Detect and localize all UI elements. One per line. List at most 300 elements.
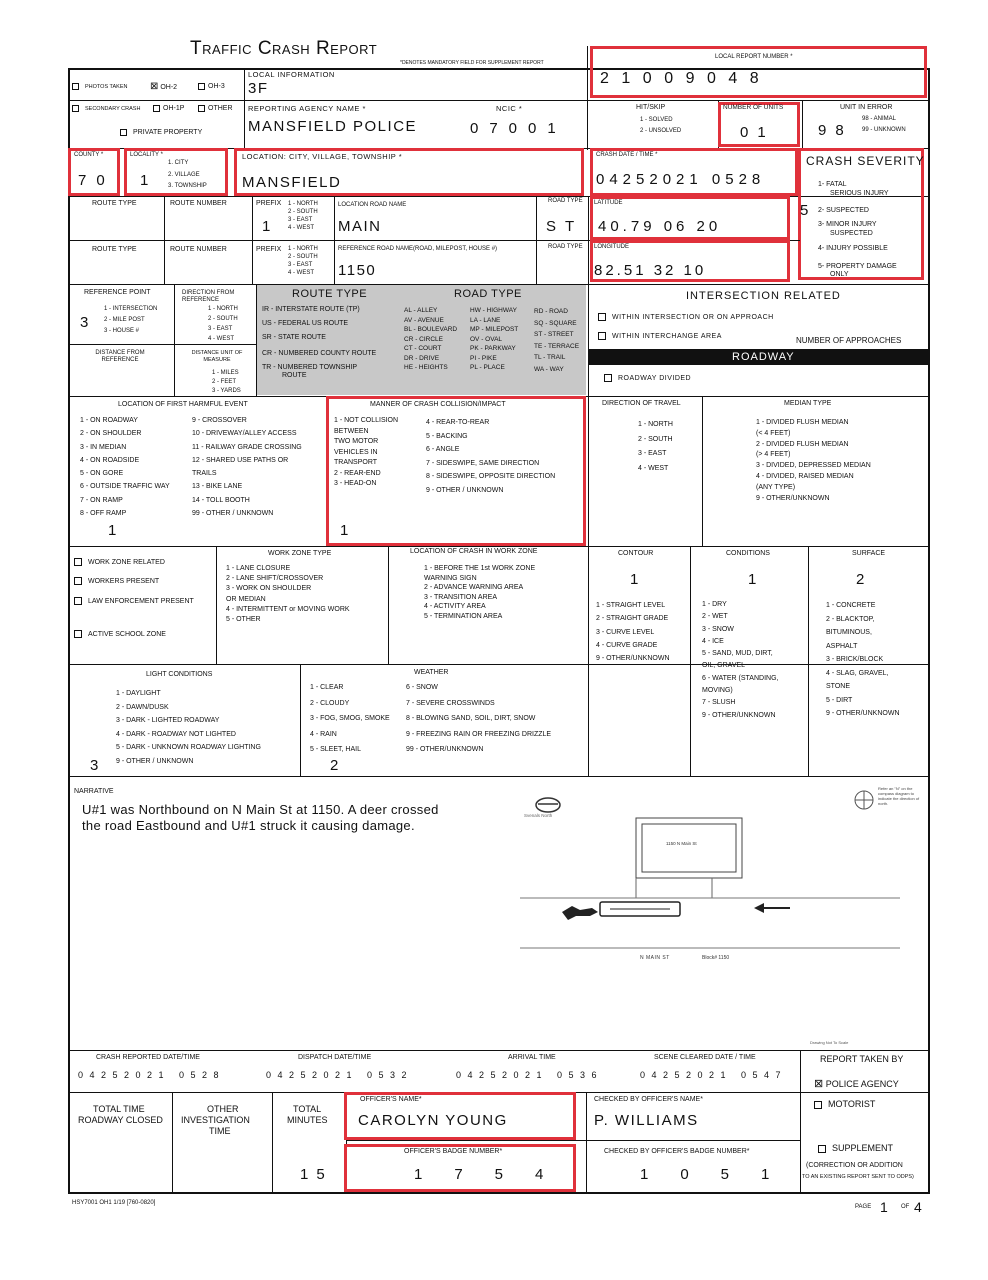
prefix-1-south: 2 - SOUTH (288, 209, 318, 215)
local-info-label: LOCAL INFORMATION (248, 70, 335, 79)
police-agency-checkbox[interactable]: ⊠ POLICE AGENCY (814, 1078, 899, 1090)
motorist-checkbox[interactable]: MOTORIST (814, 1100, 875, 1109)
list-item: 8 - BLOWING SAND, SOIL, DIRT, SNOW (406, 715, 536, 723)
list-item: 4 - REAR-TO-REAR (426, 419, 490, 426)
surface-title: SURFACE (852, 550, 886, 557)
list-item: 5 - TERMINATION AREA (424, 612, 503, 620)
list-item: 2 - BLACKTOP, (826, 615, 875, 623)
other-label-3: TIME (209, 1126, 231, 1136)
list-item: 9 - OTHER / UNKNOWN (116, 757, 194, 765)
prefix-1-east: 3 - EAST (288, 217, 313, 223)
photos-taken[interactable]: PHOTOS TAKEN (72, 82, 127, 92)
median-title: MEDIAN TYPE (784, 400, 832, 407)
hit-skip-2: 2 - UNSOLVED (640, 128, 682, 134)
prefix-label-2: PREFIX (256, 246, 282, 253)
distance-label: DISTANCE FROM REFERENCE (95, 350, 145, 363)
list-item: 12 - SHARED USE PATHS OR (192, 456, 289, 464)
ref-point-label: REFERENCE POINT (84, 289, 151, 296)
list-item: 9 - OTHER/UNKNOWN (702, 711, 776, 719)
road-name-value[interactable]: MAIN (338, 218, 382, 235)
rt-3: SR - STATE ROUTE (262, 334, 326, 341)
dir-2: 2 - SOUTH (208, 316, 238, 322)
supp-note-1: (CORRECTION OR ADDITION (806, 1162, 903, 1169)
list-item: PK - PARKWAY (470, 345, 516, 352)
agency-value[interactable]: MANSFIELD POLICE (248, 118, 418, 135)
cleared-value[interactable]: 04252021 0547 (640, 1070, 788, 1080)
list-item: 11 - RAILWAY GRADE CROSSING (192, 443, 302, 451)
locality-township: 3. TOWNSHIP (168, 183, 207, 189)
rp-1: 1 - INTERSECTION (104, 306, 158, 312)
units-label: NUMBER OF UNITS (723, 104, 784, 111)
severity-value[interactable]: 5 (800, 202, 810, 219)
list-item: 9 - OTHER / UNKNOWN (426, 486, 504, 494)
prefix-2-south: 2 - SOUTH (288, 254, 318, 260)
sev-3b: SUSPECTED (830, 230, 873, 237)
dispatch-value[interactable]: 04252021 0532 (266, 1070, 414, 1080)
list-item: 2 - DAWN/DUSK (116, 703, 169, 711)
list-item: 7 - SLUSH (702, 699, 736, 707)
road-type-col-1 (404, 306, 457, 373)
list-item: 4 - INTERMITTENT or MOVING WORK (226, 605, 350, 613)
road-type-label-2: ROAD TYPE (548, 244, 583, 250)
direction-ref-label: DIRECTION FROM REFERENCE (182, 290, 235, 303)
county-value[interactable]: 70 (78, 172, 115, 189)
list-item: ST - STREET (534, 331, 574, 338)
datetime-label: CRASH DATE / TIME * (596, 152, 658, 158)
law-present[interactable]: LAW ENFORCEMENT PRESENT (74, 597, 194, 606)
datetime-value[interactable]: 04252021 0528 (596, 171, 766, 188)
list-item: 8 - OFF RAMP (80, 510, 127, 518)
unit-error-label: UNIT IN ERROR (840, 104, 893, 111)
list-item: 99 - OTHER / UNKNOWN (192, 510, 274, 518)
list-item: 9 - CROSSOVER (192, 417, 247, 424)
ref-road-label: REFERENCE ROAD NAME(ROAD, MILEPOST, HOUSE #) (338, 246, 498, 252)
road-type-value[interactable]: ST (546, 218, 584, 235)
list-item: 4 - WEST (638, 464, 669, 472)
approaches-label: NUMBER OF APPROACHES (796, 336, 902, 345)
city-label: LOCATION: CITY, VILLAGE, TOWNSHIP * (242, 152, 403, 161)
road-type-label-1: ROAD TYPE (548, 198, 583, 204)
road-type-title: ROAD TYPE (454, 288, 522, 300)
wz-type-title: WORK ZONE TYPE (268, 550, 332, 557)
list-item: 9 - OTHER/UNKNOWN (826, 710, 900, 717)
list-item: 1 - DRY (702, 601, 727, 608)
prefix-1-west: 4 - WEST (288, 225, 315, 231)
local-info-value[interactable]: 3F (248, 80, 269, 97)
unit-miles: 1 - MILES (212, 370, 239, 376)
ref-point-value[interactable]: 3 (80, 314, 90, 331)
conditions-items (702, 599, 778, 722)
list-item: 5 - BACKING (426, 432, 468, 440)
narrative-line-1[interactable]: U#1 was Northbound on N Main St at 1150. A deer crossed (82, 802, 439, 817)
dispatch-label: DISPATCH DATE/TIME (298, 1054, 372, 1061)
rt-5: TR - NUMBERED TOWNSHIP (262, 364, 358, 371)
oh2-checkbox[interactable]: ⊠ OH-2 (150, 81, 178, 92)
unit-error-98: 98 - ANIMAL (862, 116, 897, 122)
compass-note: Refer an "N" on the compass diagram to indicate the direction of north. (878, 786, 920, 806)
sev-5b: ONLY (830, 271, 849, 278)
list-item: AL - ALLEY (404, 307, 438, 314)
harmful-value[interactable]: 1 (108, 522, 118, 539)
collision-value[interactable]: 1 (340, 522, 350, 539)
weather-col-2 (406, 680, 551, 758)
list-item: TRAILS (192, 470, 217, 478)
route-number-label-1: ROUTE NUMBER (170, 200, 227, 207)
road-type-col-3 (534, 306, 579, 375)
county-label: COUNTY * (74, 152, 104, 158)
list-item: DR - DRIVE (404, 354, 440, 362)
officer-name-label: OFFICER'S NAME* (360, 1096, 422, 1103)
total-label-2: MINUTES (287, 1115, 328, 1125)
harmful-title: LOCATION OF FIRST HARMFUL EVENT (118, 401, 248, 408)
list-item: 2 - ADVANCE WARNING AREA (424, 584, 524, 591)
locality-value[interactable]: 1 (140, 172, 150, 189)
unit-error-value[interactable]: 98 (818, 122, 853, 139)
route-number-label-2: ROUTE NUMBER (170, 246, 227, 253)
list-item: 9 - OTHER/UNKNOWN (756, 494, 830, 502)
roadway-divided[interactable]: ROADWAY DIVIDED (604, 374, 691, 383)
list-item: 4 - ACTIVITY AREA (424, 603, 486, 610)
form-id: HSY7001 OH1 1/19 [760-0820] (72, 1200, 156, 1206)
longitude-value[interactable]: 82.51 32 10 (594, 262, 707, 279)
oh3-checkbox[interactable]: OH-3 (198, 82, 225, 91)
latitude-value[interactable]: 40.79 06 20 (598, 218, 722, 235)
page-label: PAGE (855, 1204, 872, 1210)
dir-1: 1 - NORTH (208, 306, 238, 312)
list-item: TE - TERRACE (534, 342, 580, 350)
list-item: 5 - DARK - UNKNOWN ROADWAY LIGHTING (116, 744, 261, 751)
closed-label-2: ROADWAY CLOSED (78, 1115, 163, 1125)
direction-items (638, 418, 673, 476)
surface-items (826, 599, 900, 721)
local-report-label: LOCAL REPORT NUMBER * (715, 54, 793, 60)
rp-2: 2 - MILE POST (104, 317, 145, 323)
sev-2: 2- SUSPECTED (818, 207, 869, 214)
locality-village: 2. VILLAGE (168, 172, 200, 178)
report-taken-by: REPORT TAKEN BY (820, 1054, 904, 1064)
list-item: LA - LANE (470, 316, 501, 324)
latitude-label: LATITUDE (594, 200, 623, 206)
list-item: 3 - SNOW (702, 625, 734, 633)
other-label-1: OTHER (207, 1104, 239, 1114)
wz-locations (424, 564, 535, 621)
interchange-area[interactable]: WITHIN INTERCHANGE AREA (598, 332, 722, 341)
prefix-1-value[interactable]: 1 (262, 218, 272, 235)
conditions-value[interactable]: 1 (748, 571, 758, 588)
supplement-checkbox[interactable]: SUPPLEMENT (818, 1144, 893, 1153)
prefix-1-north: 1 - NORTH (288, 201, 318, 207)
list-item: BL - BOULEVARD (404, 326, 458, 333)
list-item: 6 - WATER (STANDING, (702, 674, 779, 682)
list-item: 1 - BEFORE THE 1st WORK ZONE (424, 565, 536, 572)
list-item: 8 - SIDESWIPE, OPPOSITE DIRECTION (426, 473, 556, 480)
list-item: OR MEDIAN (226, 595, 266, 603)
rt-5b: ROUTE (282, 372, 307, 379)
list-item: 3 - IN MEDIAN (80, 443, 127, 451)
list-item: 4 - DIVIDED, RAISED MEDIAN (756, 472, 854, 480)
list-item: WARNING SIGN (424, 574, 477, 582)
sev-4: 4- INJURY POSSIBLE (818, 245, 888, 252)
list-item: STONE (826, 683, 850, 690)
list-item: OIL, GRAVEL (702, 662, 746, 670)
rt-4: CR - NUMBERED COUNTY ROUTE (262, 350, 377, 357)
list-item: 6 - SNOW (406, 684, 438, 691)
list-item: 99 - OTHER/UNKNOWN (406, 746, 484, 754)
list-item: 1 - ON ROADWAY (80, 417, 138, 424)
list-item: 1 - NORTH (638, 421, 673, 428)
unit-feet: 2 - FEET (212, 379, 237, 385)
longitude-label: LONGITUDE (594, 244, 630, 250)
list-item: WA - WAY (534, 365, 564, 373)
wz-types (226, 564, 350, 625)
agency-label: REPORTING AGENCY NAME * (248, 104, 366, 113)
list-item: 4 - ICE (702, 637, 724, 645)
list-item: 3 - BRICK/BLOCK (826, 656, 884, 663)
list-item: TWO MOTOR (334, 438, 379, 445)
weather-value[interactable]: 2 (330, 757, 340, 774)
list-item: 2 - STRAIGHT GRADE (596, 615, 669, 623)
list-item: 1 - CLEAR (310, 684, 344, 691)
list-item: 2 - SOUTH (638, 435, 673, 443)
list-item: (> 4 FEET) (756, 451, 791, 459)
list-item: ASPHALT (826, 642, 858, 650)
list-item: 7 - SEVERE CROSSWINDS (406, 699, 495, 707)
list-item: 13 - BIKE LANE (192, 483, 243, 491)
list-item: 4 - CURVE GRADE (596, 641, 658, 649)
list-item: HW - HIGHWAY (470, 307, 517, 314)
sev-3: 3- MINOR INJURY (818, 221, 877, 228)
list-item: PL - PLACE (470, 364, 505, 371)
list-item: MP - MILEPOST (470, 326, 519, 333)
light-title: LIGHT CONDITIONS (146, 671, 213, 678)
badge-value[interactable]: 1754 (414, 1166, 576, 1183)
list-item: 7 - SIDESWIPE, SAME DIRECTION (426, 459, 540, 467)
hit-skip-label: HIT/SKIP (636, 104, 666, 111)
list-item: SQ - SQUARE (534, 319, 577, 327)
route-type-label-2: ROUTE TYPE (92, 246, 137, 253)
list-item: 3 - EAST (638, 450, 667, 457)
list-item: 3 - CURVE LEVEL (596, 628, 655, 636)
list-item: 7 - ON RAMP (80, 496, 123, 504)
checked-badge-label: CHECKED BY OFFICER'S BADGE NUMBER* (604, 1148, 750, 1155)
list-item: 3 - DARK - LIGHTED ROADWAY (116, 717, 220, 724)
checked-name-label: CHECKED BY OFFICER'S NAME* (594, 1096, 703, 1103)
rt-2: US - FEDERAL US ROUTE (262, 320, 349, 327)
list-item: 5 - DIRT (826, 696, 853, 704)
dir-4: 4 - WEST (208, 336, 235, 342)
direction-title: DIRECTION OF TRAVEL (602, 400, 681, 407)
mandatory-note: *DENOTES MANDATORY FIELD FOR SUPPLEMENT REPORT (400, 60, 544, 66)
arrival-label: ARRIVAL TIME (508, 1054, 556, 1061)
of-label: OF (901, 1204, 910, 1210)
scale-note: Drawing Not To Scale (810, 1040, 849, 1045)
badge-label: OFFICER'S BADGE NUMBER* (404, 1148, 503, 1155)
list-item: CR - CIRCLE (404, 335, 444, 343)
list-item: 10 - DRIVEWAY/ALLEY ACCESS (192, 430, 297, 438)
roadway-title: ROADWAY (732, 351, 795, 363)
house-inner (642, 824, 736, 872)
total-label-1: TOTAL (293, 1104, 322, 1114)
house-label: 1150 N Main St (666, 841, 697, 846)
list-item: CT - COURT (404, 345, 442, 352)
ref-road-value[interactable]: 1150 (338, 262, 377, 279)
workers-present[interactable]: WORKERS PRESENT (74, 577, 159, 586)
route-type-title: ROUTE TYPE (292, 288, 368, 300)
ncic-label: NCIC * (496, 104, 523, 113)
list-item: AV - AVENUE (404, 316, 444, 324)
arrival-value[interactable]: 04252021 0536 (456, 1070, 604, 1080)
list-item: 9 - OTHER/UNKNOWN (596, 655, 670, 663)
collision-title: MANNER OF CRASH COLLISION/IMPACT (370, 401, 506, 408)
narrative-label: NARRATIVE (74, 788, 114, 795)
list-item: BETWEEN (334, 427, 369, 435)
list-item: 2 - ON SHOULDER (80, 430, 142, 438)
list-item: 6 - OUTSIDE TRAFFIC WAY (80, 483, 170, 491)
wz-location-title: LOCATION OF CRASH IN WORK ZONE (410, 548, 538, 555)
list-item: 3 - WORK ON SHOULDER (226, 585, 312, 593)
intersection-approach[interactable]: WITHIN INTERSECTION OR ON APPROACH (598, 313, 774, 322)
list-item: 1 - DIVIDED FLUSH MEDIAN (756, 419, 849, 426)
list-item: 1 - LANE CLOSURE (226, 565, 291, 572)
checked-name[interactable]: P. WILLIAMS (594, 1112, 699, 1129)
hit-skip-1: 1 - SOLVED (640, 117, 673, 123)
house-outline (636, 818, 742, 878)
harmful-col-2 (192, 414, 302, 520)
total-minutes[interactable]: 15 (300, 1166, 333, 1183)
list-item: 1 - CONCRETE (826, 602, 876, 609)
street-label: N MAIN ST (640, 955, 670, 961)
surface-value[interactable]: 2 (856, 571, 866, 588)
unit-error-99: 99 - UNKNOWN (862, 127, 906, 133)
list-item: 2 - LANE SHIFT/CROSSOVER (226, 575, 324, 583)
severity-title: CRASH SEVERITY (806, 154, 925, 168)
list-item: 3 - TRANSITION AREA (424, 593, 497, 601)
conditions-title: CONDITIONS (726, 550, 770, 557)
list-item: 3 - FOG, SMOG, SMOKE (310, 715, 390, 723)
prefix-2-east: 3 - EAST (288, 262, 313, 268)
closed-label-1: TOTAL TIME (93, 1104, 145, 1114)
secondary-crash[interactable]: SECONDARY CRASH (72, 104, 140, 114)
list-item: TL - TRAIL (534, 354, 566, 361)
other-checkbox[interactable]: OTHER (198, 104, 233, 113)
school-zone[interactable]: ACTIVE SCHOOL ZONE (74, 630, 166, 639)
unit-yards: 3 - YARDS (212, 388, 241, 394)
list-item: MOVING) (702, 687, 733, 695)
list-item: HE - HEIGHTS (404, 364, 448, 371)
list-item: VEHICLES IN (334, 448, 378, 456)
local-report-value[interactable]: 21009048 (600, 70, 772, 87)
list-item: 1 - NOT COLLISION (334, 417, 399, 424)
list-item: 2 - DIVIDED FLUSH MEDIAN (756, 440, 849, 448)
list-item: 1 - STRAIGHT LEVEL (596, 602, 666, 609)
form-title: Traffic Crash Report (190, 38, 378, 59)
prefix-2-north: 1 - NORTH (288, 246, 318, 252)
list-item: BITUMINOUS, (826, 629, 872, 636)
median-items (756, 418, 871, 504)
prefix-label-1: PREFIX (256, 200, 282, 207)
wz-related[interactable]: WORK ZONE RELATED (74, 558, 165, 567)
sev-1: 1- FATAL (818, 181, 847, 188)
logo-icon (536, 798, 560, 812)
contour-title: CONTOUR (618, 550, 654, 557)
private-property[interactable]: PRIVATE PROPERTY (120, 128, 202, 137)
list-item: PI - PIKE (470, 354, 497, 362)
ncic-value[interactable]: 07001 (470, 120, 567, 137)
weather-col-1 (310, 680, 390, 758)
list-item: 2 - CLOUDY (310, 699, 350, 707)
intersection-title: INTERSECTION RELATED (686, 290, 841, 302)
units-value[interactable]: 01 (740, 124, 775, 141)
unit-measure-label: DISTANCE UNIT OF MEASURE (191, 350, 243, 363)
weather-title: WEATHER (414, 669, 449, 676)
list-item: (ANY TYPE) (756, 483, 796, 491)
list-item: 4 - ON ROADSIDE (80, 456, 140, 464)
supp-note-2: TO AN EXISTING REPORT SENT TO ODPS) (802, 1174, 914, 1180)
list-item: 4 - SLAG, GRAVEL, (826, 669, 889, 677)
deer-icon (562, 906, 598, 920)
list-item: 5 - SLEET, HAIL (310, 746, 361, 754)
list-item: 3 - HEAD-ON (334, 480, 377, 487)
rp-3: 3 - HOUSE # (104, 328, 140, 334)
reported-label: CRASH REPORTED DATE/TIME (96, 1054, 200, 1061)
contour-items (596, 599, 670, 665)
page-number: 1 (880, 1199, 888, 1215)
dir-3: 3 - EAST (208, 326, 233, 332)
crash-diagram (500, 784, 928, 1048)
list-item: 5 - SAND, MUD, DIRT, (702, 650, 773, 658)
route-type-label-1: ROUTE TYPE (92, 200, 137, 207)
page-total: 4 (914, 1199, 922, 1215)
prefix-2-west: 4 - WEST (288, 270, 315, 276)
list-item: 14 - TOLL BOOTH (192, 496, 250, 504)
block-label: Block# 1150 (702, 955, 730, 961)
road-type-col-2 (470, 306, 518, 373)
list-item: 2 - WET (702, 613, 728, 621)
sev-1b: SERIOUS INJURY (830, 190, 889, 197)
list-item: OV - OVAL (470, 335, 503, 343)
locality-label: LOCALITY * (130, 152, 163, 158)
light-value[interactable]: 3 (90, 757, 100, 774)
rt-1: IR - INTERSTATE ROUTE (TP) (262, 306, 360, 313)
road-name-label: LOCATION ROAD NAME (338, 202, 407, 208)
other-label-2: INVESTIGATION (181, 1115, 250, 1125)
light-items (116, 687, 261, 768)
checked-badge[interactable]: 1051 (640, 1166, 802, 1183)
locality-city: 1. CITY (168, 160, 189, 166)
harmful-col-1 (80, 414, 170, 520)
reported-value[interactable]: 04252021 0528 (78, 1070, 226, 1080)
list-item: TRANSPORT (334, 459, 378, 466)
collision-col-1 (334, 416, 398, 490)
list-item: 5 - OTHER (226, 616, 261, 624)
list-item: (< 4 FEET) (756, 429, 791, 437)
list-item: 4 - RAIN (310, 730, 337, 738)
oh1p-checkbox[interactable]: OH-1P (153, 104, 184, 113)
compass-icon (855, 791, 873, 809)
city-value[interactable]: MANSFIELD (242, 174, 342, 191)
list-item: 3 - DIVIDED, DEPRESSED MEDIAN (756, 462, 871, 470)
list-item: 1 - DAYLIGHT (116, 690, 161, 697)
list-item: 2 - REAR-END (334, 469, 381, 477)
sev-5: 5- PROPERTY DAMAGE (818, 263, 897, 270)
narrative-line-2[interactable]: the road Eastbound and U#1 struck it causing damage. (82, 818, 415, 833)
list-item: RD - ROAD (534, 308, 568, 315)
officer-name[interactable]: CAROLYN YOUNG (358, 1112, 508, 1129)
contour-value[interactable]: 1 (630, 571, 640, 588)
list-item: 6 - ANGLE (426, 446, 460, 453)
travel-arrow-head (754, 903, 764, 913)
cleared-label: SCENE CLEARED DATE / TIME (654, 1054, 756, 1061)
